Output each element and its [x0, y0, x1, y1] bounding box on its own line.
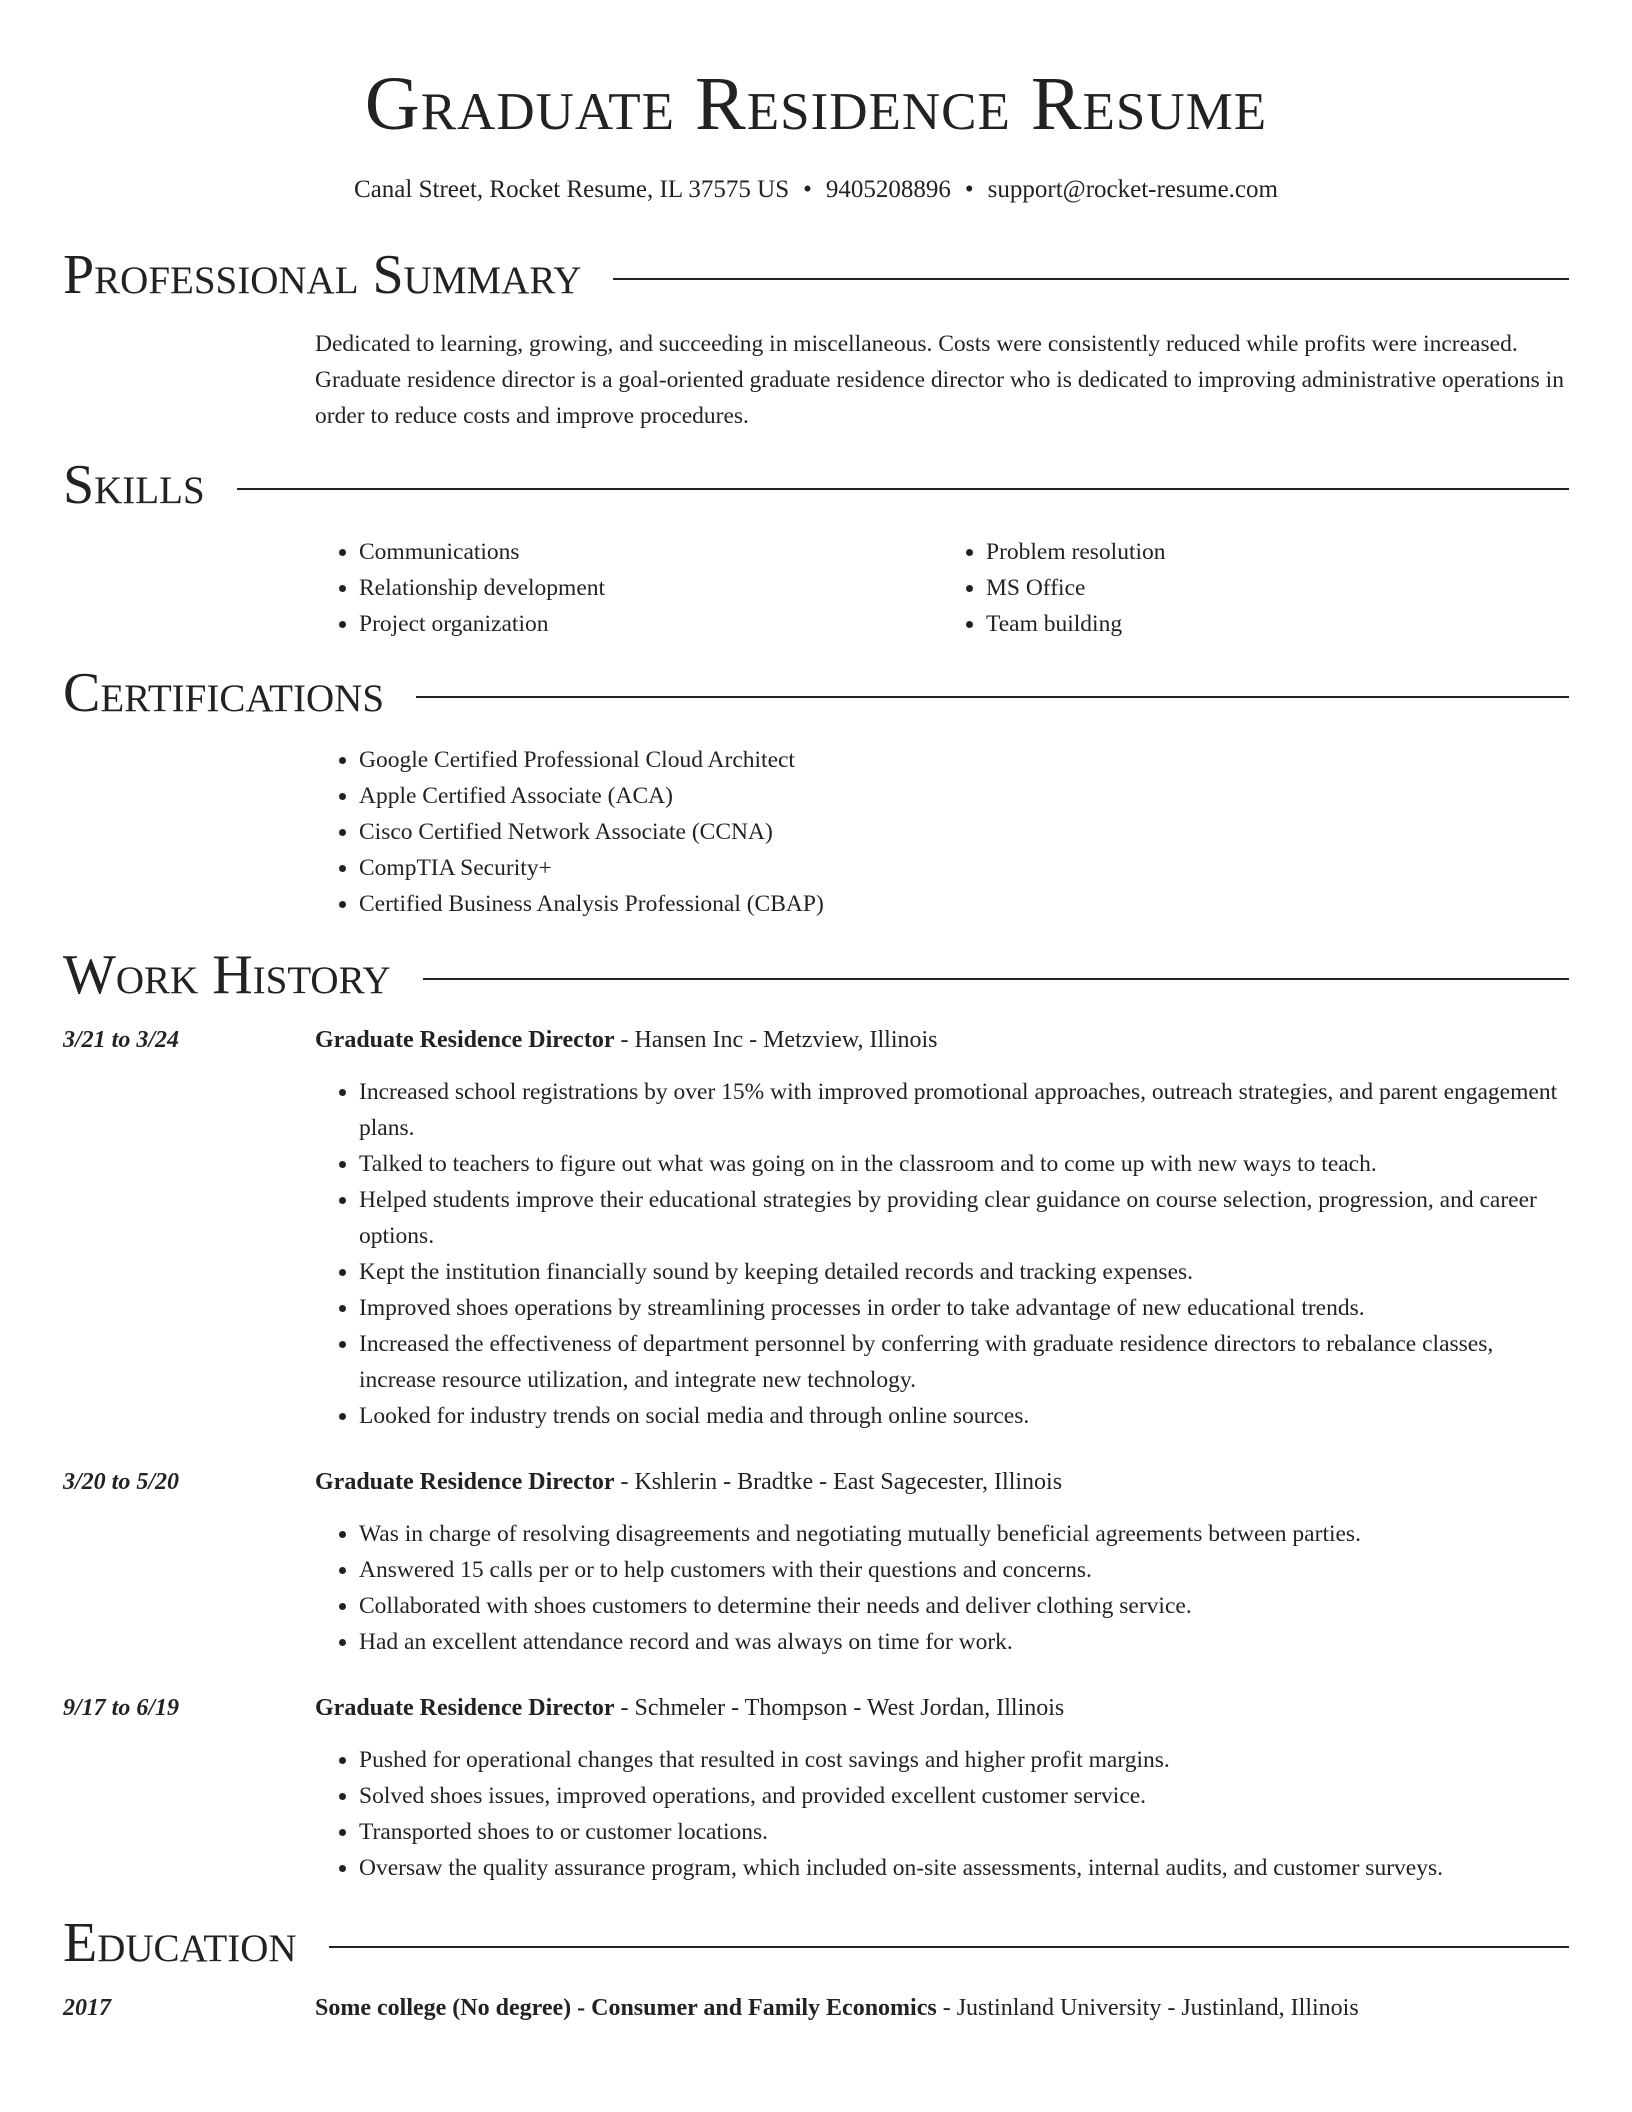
job-bullets: [315, 1516, 1569, 1660]
skill-item: • Team building: [986, 606, 1569, 642]
job-entry: [63, 1022, 1569, 1434]
certification-item: • Google Certified Professional Cloud Architect: [359, 742, 1569, 778]
job-employer: - Schmeler - Thompson - West Jordan, Illinois: [614, 1695, 1065, 1721]
contact-separator: •: [803, 176, 812, 203]
job-employer: - Kshlerin - Bradtke - East Sagecester, Illinois: [614, 1469, 1063, 1495]
education-entry: [63, 1990, 1569, 2026]
skill-item: • Project organization: [359, 606, 942, 642]
job-bullet: • Helped students improve their educational strategies by providing clear guidance on course selection, progression, and career options.: [359, 1182, 1569, 1254]
skills-list: [315, 534, 1569, 642]
certification-item: • Apple Certified Associate (ACA): [359, 778, 1569, 814]
job-title-line: [315, 1022, 1569, 1058]
skill-item: • Problem resolution: [986, 534, 1569, 570]
job-bullet: • Was in charge of resolving disagreements and negotiating mutually beneficial agreements between parties.: [359, 1516, 1569, 1552]
job-bullet: • Increased school registrations by over 15% with improved promotional approaches, outreach strategies, and parent engagement plans.: [359, 1074, 1569, 1146]
work-history-heading: Work History: [63, 944, 391, 1006]
certification-item: • CompTIA Security+: [359, 850, 1569, 886]
skill-item: • Communications: [359, 534, 942, 570]
job-entry: [63, 1690, 1569, 1886]
skill-item: • Relationship development: [359, 570, 942, 606]
education-heading: Education: [63, 1912, 297, 1974]
job-dates: 3/21 to 3/24: [63, 1027, 180, 1053]
contact-email: support@rocket-resume.com: [987, 176, 1278, 203]
job-title: Graduate Residence Director: [315, 1027, 615, 1053]
education-degree: Some college (No degree) - Consumer and Family Economics: [315, 1995, 937, 2021]
certifications-heading: Certifications: [63, 662, 385, 724]
certifications-list: [315, 742, 1569, 922]
certification-item: • Certified Business Analysis Professional (CBAP): [359, 886, 1569, 922]
education-school: - Justinland University - Justinland, Illinois: [936, 1995, 1359, 2021]
job-bullet: • Transported shoes to or customer locations.: [359, 1814, 1569, 1850]
section-divider: [423, 978, 1569, 980]
skills-section-header: [63, 452, 1569, 518]
job-bullets: [315, 1074, 1569, 1434]
education-details: [315, 1990, 1569, 2026]
job-bullet: • Answered 15 calls per or to help customers with their questions and concerns.: [359, 1552, 1569, 1588]
contact-phone: 9405208896: [825, 176, 951, 203]
contact-separator: •: [964, 176, 974, 203]
job-entry: [63, 1464, 1569, 1660]
job-bullets: [315, 1742, 1569, 1886]
job-bullet: • Increased the effectiveness of department personnel by conferring with graduate residence directors to rebalance classes, increase resource utilization, and integrate new technology.: [359, 1326, 1569, 1398]
job-bullet: • Improved shoes operations by streamlining processes in order to take advantage of new educational trends.: [359, 1290, 1569, 1326]
job-bullet: • Oversaw the quality assurance program, which included on-site assessments, internal audits, and customer surveys.: [359, 1850, 1569, 1886]
summary-section-header: [63, 242, 1569, 308]
skills-heading: Skills: [63, 454, 205, 516]
job-title-line: [315, 1464, 1569, 1500]
job-bullet: • Had an excellent attendance record and was always on time for work.: [359, 1624, 1569, 1660]
job-bullet: • Solved shoes issues, improved operations, and provided excellent customer service.: [359, 1778, 1569, 1814]
job-title-line: [315, 1690, 1569, 1726]
summary-text: Dedicated to learning, growing, and succeeding in miscellaneous. Costs were consistently reduced while profits were increased. Graduate residence director is a goal-oriented graduate residence director who is dedicated to improving administrative operations in order to reduce costs and improve procedures.: [315, 331, 1564, 429]
resume-title: Graduate Residence Resume: [364, 62, 1268, 146]
job-employer: - Hansen Inc - Metzview, Illinois: [614, 1027, 938, 1053]
job-title: Graduate Residence Director: [315, 1695, 615, 1721]
section-divider: [329, 1946, 1569, 1948]
work-history-section-header: [63, 942, 1569, 1008]
job-bullet: • Pushed for operational changes that resulted in cost savings and higher profit margins.: [359, 1742, 1569, 1778]
summary-heading: Professional Summary: [63, 244, 582, 306]
section-divider: [237, 488, 1569, 490]
job-title: Graduate Residence Director: [315, 1469, 615, 1495]
skills-column-left: [315, 534, 942, 642]
job-bullet: • Talked to teachers to figure out what was going on in the classroom and to come up with new ways to teach.: [359, 1146, 1569, 1182]
skill-item: • MS Office: [986, 570, 1569, 606]
contact-address: Canal Street, Rocket Resume, IL 37575 US: [354, 176, 790, 203]
contact-line: [63, 172, 1569, 208]
education-year: 2017: [63, 1995, 111, 2021]
certification-item: • Cisco Certified Network Associate (CCNA): [359, 814, 1569, 850]
section-divider: [416, 696, 1569, 698]
job-bullet: • Collaborated with shoes customers to determine their needs and deliver clothing service.: [359, 1588, 1569, 1624]
job-bullet: • Kept the institution financially sound by keeping detailed records and tracking expenses.: [359, 1254, 1569, 1290]
job-dates: 9/17 to 6/19: [63, 1695, 180, 1721]
job-dates: 3/20 to 5/20: [63, 1469, 180, 1495]
skills-column-right: [942, 534, 1569, 642]
section-divider: [613, 278, 1569, 280]
job-bullet: • Looked for industry trends on social media and through online sources.: [359, 1398, 1569, 1434]
education-section-header: [63, 1910, 1569, 1976]
certifications-section-header: [63, 660, 1569, 726]
